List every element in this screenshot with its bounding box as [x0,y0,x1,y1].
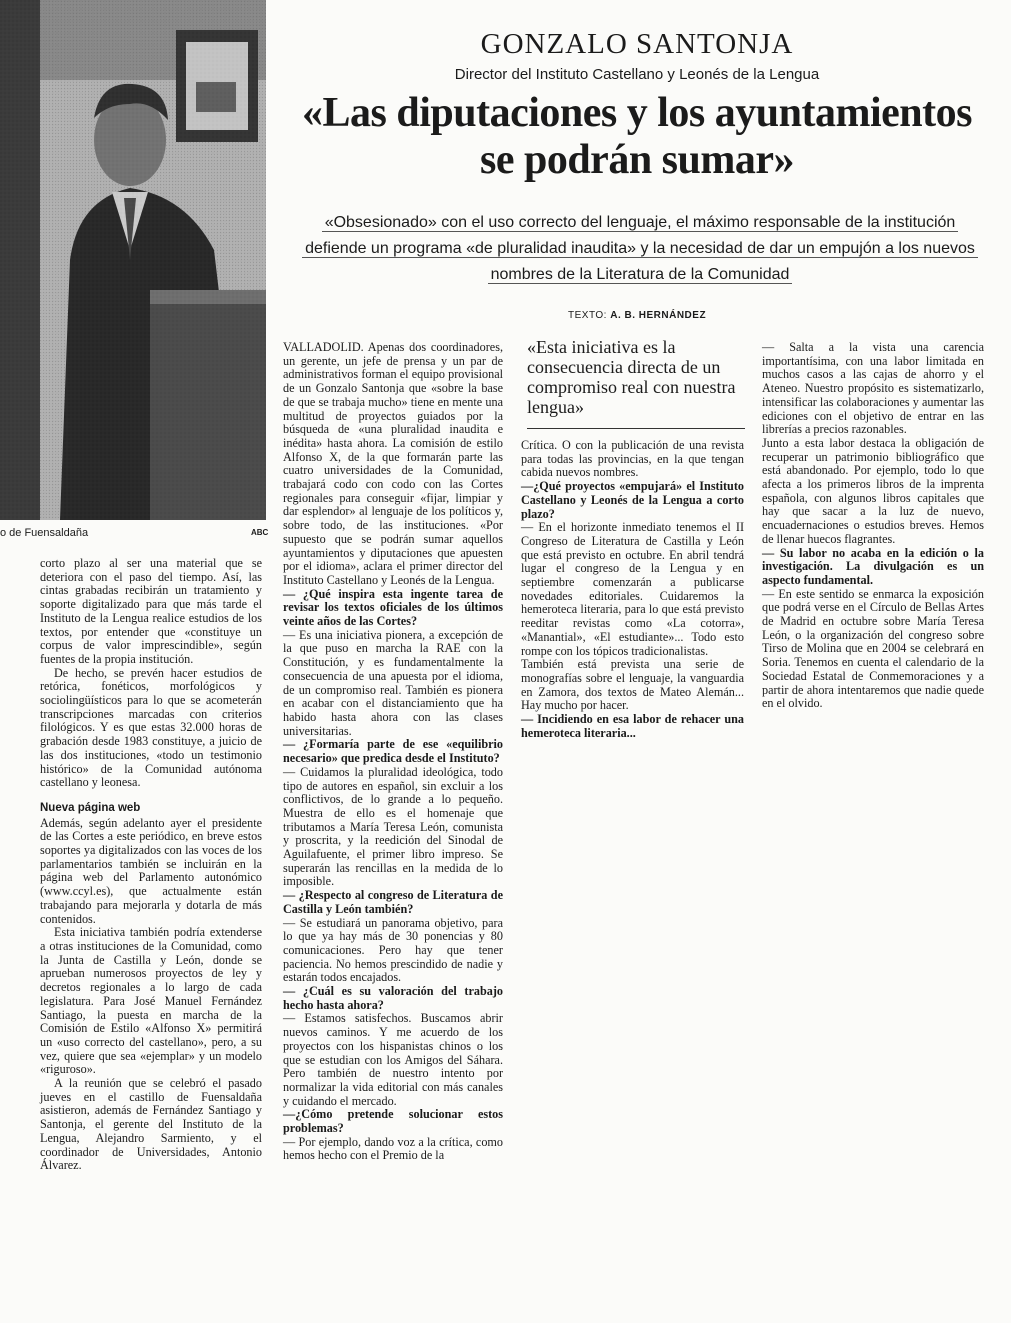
paragraph: Esta iniciativa también podría extenderse a otras instituciones de la Comunidad, como la Junta de Castilla y León, donde se aprueban numerosos proyectos de ley y decretos regionales a lo largo de cada legislatura. Para José Manuel Fernández Santiago, la puesta en marcha de la Comisión de Estilo «Alfonso X» permitirá un «uso correcto del castellano», pero, a su vez, quiere que sea «ejemplar» y un modelo «riguroso». [40,925,262,1077]
interview-question: — ¿Respecto al congreso de Literatura de Castilla y León también? [283,888,503,916]
interview-question: — ¿Qué inspira esta ingente tarea de revisar los textos oficiales de los últimos veinte años de las Cortes? [283,586,503,629]
interview-question: — Su labor no acaba en la edición o la investigación. La divulgación es un aspecto fundamental. [762,545,984,587]
byline-name: A. B. HERNÁNDEZ [610,310,707,321]
photo-credit: ABC [251,528,269,537]
interview-question: — Incidiendo en esa labor de rehacer una hemeroteca literaria... [521,712,744,740]
interview-answer: — En este sentido se enmarca la exposición que podrá verse en el Círculo de Bellas Artes de Madrid en octubre sobre María Teresa León, o la organización del congreso sobre Tirso de Molina que en 2004 se celebrará en Soria. Tenemos en cuenta el calendario de la Sociedad Estatal de Conmemoraciones y a partir de ahora intentaremos que nadie quede en el olvido. [762,586,984,711]
pull-quote-rule [527,428,745,429]
paragraph: De hecho, se prevén hacer estudios de retórica, fonéticos, morfológicos y sociolingüísticos para lo que se acometerán transcripciones marcadas con criterios filológicos. Y es que estas 32.000 horas de grabación desde 1983 constituye, a juicio de las dos instituciones, «todo un testimonio histórico» de la Comunidad autónoma castellano y leonesa. [40,665,262,790]
paragraph: Además, según adelanto ayer el presidente de las Cortes a este periódico, en breve estos soportes ya digitalizados con las voces de los parlamentarios también se incluirán en la página web del Parlamento autonómico (www.ccyl.es), que actualmente están trabajando para mejorarla y dotarla de más contenidos. [40,815,262,926]
deck-line: defiende un programa «de pluralidad inaudita» y la necesidad de dar un empujón a los nuevos [300,236,980,262]
paragraph: VALLADOLID. Apenas dos coordinadores, un gerente, un jefe de prensa y un par de administrativos forman el equipo provisional de un Gonzalo Santonja que «sobre la base de que se trabaja mucho» tiene en mente una multitud de proyectos guiados por la búsqueda de «una pluralidad inaudita e inédita» hasta ahora. La comisión de estilo Alfonso X, de la que formarán parte las cuatro universidades de la Comunidad, trabajará codo con codo con las Cortes regionales para conseguir «fijar, limpiar y dar esplendor» al lenguaje de los políticos y, sobre todo, de las instituciones. «Por supuesto que se podrán sumar aquellos ayuntamientos y diputaciones que apuesten por el idioma», aclara el primer director del Instituto Castellano y Leonés de la Lengua. [283,340,503,587]
byline-label: TEXTO: [568,310,607,321]
article-column-4 [762,341,984,711]
interview-question: — ¿Cuál es su valoración del trabajo hecho hasta ahora? [283,984,503,1012]
author-role: Director del Instituto Castellano y Leonés de la Lengua [454,66,820,83]
article-column-2 [283,341,503,1163]
byline [568,310,706,321]
paragraph: corto plazo al ser una material que se deteriora con el paso del tiempo. Así, las cintas grabadas recibirán un tratamiento y soporte digitalizado para que más tarde el Instituto de la Lengua realice estudios de los textos, por entender que «constituye un corpus de valor imprescindible», según fuentes de la propia institución. [40,556,262,666]
interview-answer: — Salta a la vista una carencia importantísima, con una labor limitada en muchos casos a las cajas de ahorro y el Ateneo. Nuestro propósito es sistematizarlo, intensificar las colaboraciones y aumentar las ediciones con el objetivo de entrar en las librerías a precios razonables. [762,340,984,437]
paragraph: A la reunión que se celebró el pasado jueves en el castillo de Fuensaldaña asistieron, además de Fernández Santiago y Santonja, el gerente del Instituto de la Lengua, Alejandro Sarmiento, y el coordinador de Universidades, Antonio Álvarez. [40,1076,262,1173]
photo-caption: o de Fuensaldaña [0,527,89,539]
interview-answer: — Cuidamos la pluralidad ideológica, todo tipo de autores en español, sin excluir a los conflictivos, de lo grande a lo pequeño. Muestra de ello es el homenaje que tributamos a María Teresa León, comunista y proscrita, y la reedición del Sinodal de Aguilafuente, el primer libro impreso. Se superarán las rencillas en la medida de lo imposible. [283,764,503,889]
deck [300,210,980,288]
interview-answer: — Se estudiará un panorama objetivo, para lo que ya hay más de 30 ponencias y 80 comunicaciones. Pero hay que tener paciencia. No hemos prescindido de nadie y estarán todos encajados. [283,915,503,985]
interview-answer: — En el horizonte inmediato tenemos el II Congreso de Literatura de Castilla y León que está previsto en octubre. En abril tendrá lugar el congreso de la Lengua y en septiembre comenzarán a publicarse novedades editoriales. Cuidaremos la hemeroteca literaria, para lo que está previsto reeditar revistas como «La cotorra», «Manantial», «El estudiante»... Todo esto rompe con los tópicos tradicionalistas. [521,520,744,658]
portrait-photo [0,0,266,520]
article-column-1 [40,557,262,1173]
interview-answer: — Por ejemplo, dando voz a la crítica, como hemos hecho con el Premio de la [283,1134,503,1163]
interview-question: —¿Cómo pretende solucionar estos problemas? [283,1107,503,1136]
interview-answer: — Estamos satisfechos. Buscamos abrir nuevos caminos. Y me acuerdo de los proyectos con los hispanistas chinos o los que se estudian con los Amigos del Sáhara. Pero también de nuestro intento por normalizar la vida editorial con más canales y cuidando el mercado. [283,1011,503,1108]
portrait-image [0,0,266,520]
headline: «Las diputaciones y los ayuntamientos se podrán sumar» [302,90,972,183]
pull-quote: «Esta iniciativa es la consecuencia directa de un compromiso real con nuestra lengua» [527,337,736,417]
interview-answer: Junto a esta labor destaca la obligación de recuperar un patrimonio bibliográfico que está abandonado. Por ejemplo, todo lo que afecta a los primeros libros de la imprenta española, con algunos libros capitales que hay que sacar a la luz de nuevo, encuadernaciones o estudios breves. Hemos de llenar huecos flagrantes. [762,435,984,546]
interview-answer: — Es una iniciativa pionera, a excepción de la que puso en marcha la RAE con la Constitución, y es fundamentalmente la consecuencia de una apuesta por el idioma, de un compromiso real. También es pionera en acabar con el distanciamiento que ha habido hasta ahora con las clases universitarias. [283,627,503,738]
deck-line: nombres de la Literatura de la Comunidad [300,262,980,288]
author-name: GONZALO SANTONJA [480,28,794,60]
interview-question: — ¿Formaría parte de ese «equilibrio necesario» que predica desde el Instituto? [283,737,503,766]
interview-answer: Crítica. O con la publicación de una revista para todas las provincias, en la que tengan cabida nuevos nombres. [521,438,744,480]
subheading: Nueva página web [40,801,141,814]
article-column-3 [521,439,744,740]
interview-answer: También está prevista una serie de monografías sobre el lenguaje, la vanguardia en Zamora, dos textos de Mateo Alemán... Hay mucho por hacer. [521,657,744,713]
deck-line: «Obsesionado» con el uso correcto del lenguaje, el máximo responsable de la institución [300,210,980,236]
interview-question: —¿Qué proyectos «empujará» el Instituto Castellano y Leonés de la Lengua a corto plazo? [521,479,744,521]
